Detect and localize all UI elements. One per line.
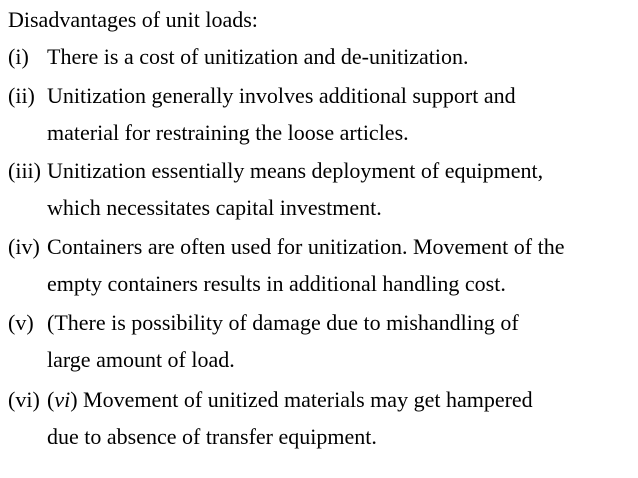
item-line: Unitization essentially means deployment of equipment, xyxy=(47,158,544,183)
item-line: There is a cost of unitization and de-unitization. xyxy=(47,44,469,69)
item-text xyxy=(47,43,636,71)
item-line: which necessitates capital investment. xyxy=(47,195,382,220)
list-item xyxy=(8,309,636,374)
list-item xyxy=(8,43,636,71)
item-line xyxy=(47,386,636,414)
item-text xyxy=(47,386,636,451)
list-item xyxy=(8,82,636,147)
item-line: empty containers results in additional handling cost. xyxy=(47,271,506,296)
item-number: (ii) xyxy=(8,83,35,108)
item-prefix-italic: vi xyxy=(54,387,71,412)
item-text xyxy=(47,157,636,222)
item-prefix-open: ( xyxy=(47,387,55,412)
item-number: (v) xyxy=(8,310,34,335)
item-line: (There is possibility of damage due to mishandling of xyxy=(47,310,519,335)
list-item xyxy=(8,233,636,298)
item-text xyxy=(47,82,636,147)
item-text xyxy=(47,233,636,298)
item-line: due to absence of transfer equipment. xyxy=(47,424,377,449)
item-number: (vi) xyxy=(8,387,40,412)
item-line: material for restraining the loose articles. xyxy=(47,120,409,145)
item-number: (iv) xyxy=(8,234,40,259)
list-item xyxy=(8,157,636,222)
item-number: (iii) xyxy=(8,158,41,183)
list-heading: Disadvantages of unit loads: xyxy=(8,7,258,32)
item-prefix-close: ) xyxy=(70,387,78,412)
item-line-text: Movement of unitized materials may get hampered xyxy=(77,387,533,412)
list-item xyxy=(8,386,636,451)
item-text xyxy=(47,309,636,374)
item-line: Containers are often used for unitization. Movement of the xyxy=(47,234,565,259)
item-number: (i) xyxy=(8,44,29,69)
item-line: Unitization generally involves additional support and xyxy=(47,83,516,108)
item-line: large amount of load. xyxy=(47,347,235,372)
